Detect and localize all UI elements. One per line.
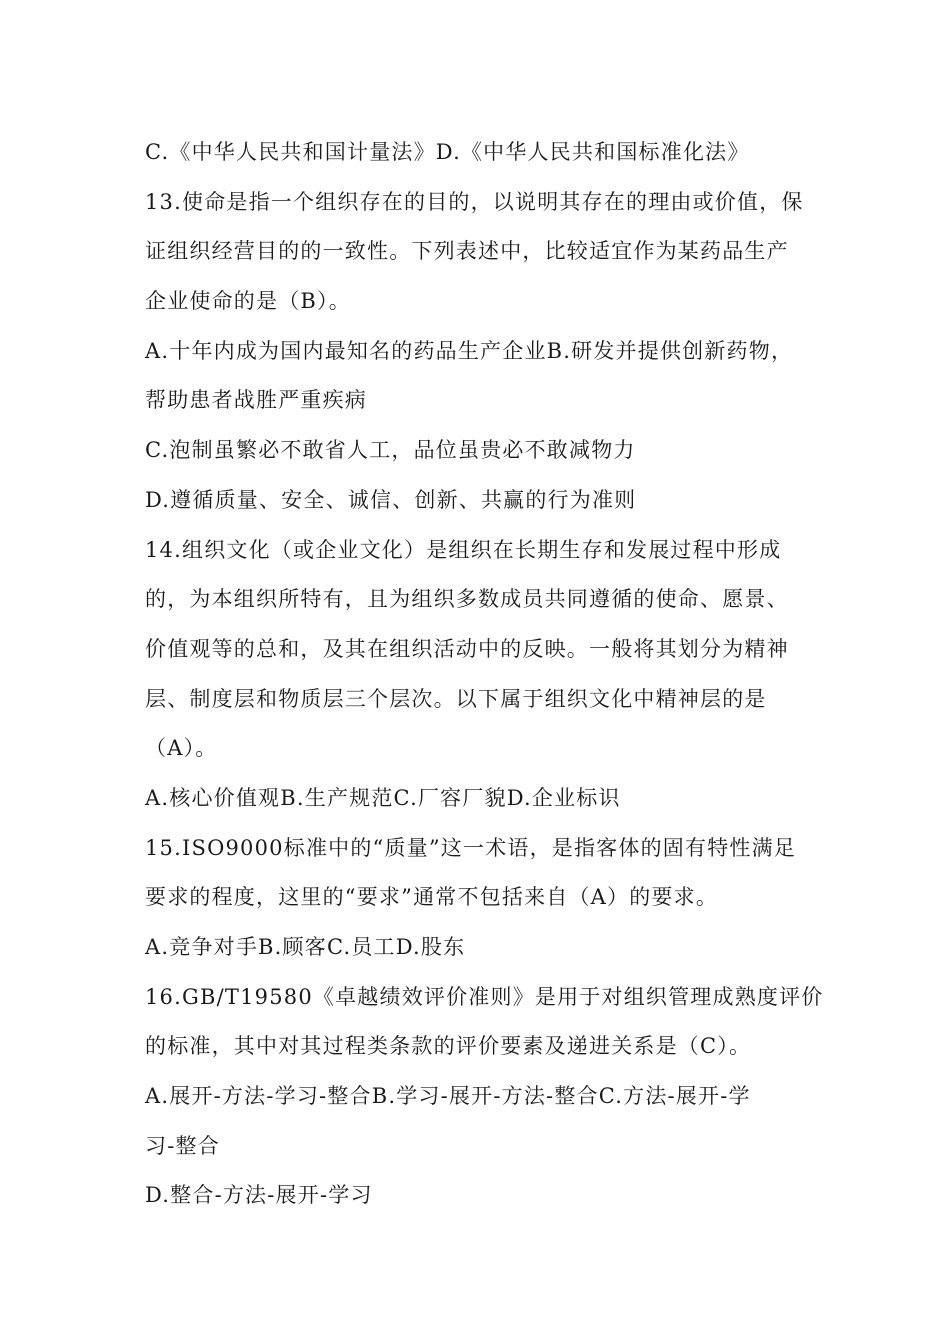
text-line: 14.组织文化（或企业文化）是组织在长期生存和发展过程中形成 — [145, 537, 782, 562]
text-line: 层、制度层和物质层三个层次。以下属于组织文化中精神层的是 — [145, 686, 767, 711]
text-line: （A）。 — [145, 736, 218, 761]
text-line: 帮助患者战胜严重疾病 — [145, 388, 367, 413]
text-line: 13.使命是指一个组织存在的目的，以说明其存在的理由或价值，保 — [145, 189, 804, 214]
text-line: A.展开-方法-学习-整合B.学习-展开-方法-整合C.方法-展开-学 — [145, 1084, 751, 1109]
text-line: A.十年内成为国内最知名的药品生产企业B.研发并提供创新药物， — [145, 338, 794, 363]
text-line: 15.ISO9000标准中的“质量”这一术语，是指客体的固有特性满足 — [145, 835, 797, 860]
text-line: C.泡制虽繁必不敢省人工，品位虽贵必不敢减物力 — [145, 438, 636, 463]
text-line: 价值观等的总和，及其在组织活动中的反映。一般将其划分为精神 — [145, 636, 789, 661]
text-line: D.遵循质量、安全、诚信、创新、共赢的行为准则 — [145, 487, 637, 512]
text-line: 16.GB/T19580《卓越绩效评价准则》是用于对组织管理成熟度评价 — [145, 984, 824, 1009]
text-line: 习-整合 — [145, 1133, 220, 1158]
document-body — [145, 128, 824, 1221]
text-line: A.竞争对手B.顾客C.员工D.股东 — [145, 935, 466, 959]
text-line: 要求的程度，这里的“要求”通常不包括来自（A）的要求。 — [145, 885, 719, 910]
text-line: 企业使命的是（B）。 — [145, 289, 351, 314]
text-line: 的标准，其中对其过程类条款的评价要素及递进关系是（C）。 — [145, 1034, 752, 1059]
text-line: C.《中华人民共和国计量法》D.《中华人民共和国标准化法》 — [145, 140, 750, 164]
text-line: D.整合-方法-展开-学习 — [145, 1183, 373, 1208]
text-line: 的，为本组织所特有，且为组织多数成员共同遵循的使命、愿景、 — [145, 587, 789, 612]
text-line: A.核心价值观B.生产规范C.厂容厂貌D.企业标识 — [145, 785, 621, 810]
text-line: 证组织经营目的的一致性。下列表述中，比较适宜作为某药品生产 — [145, 239, 789, 264]
